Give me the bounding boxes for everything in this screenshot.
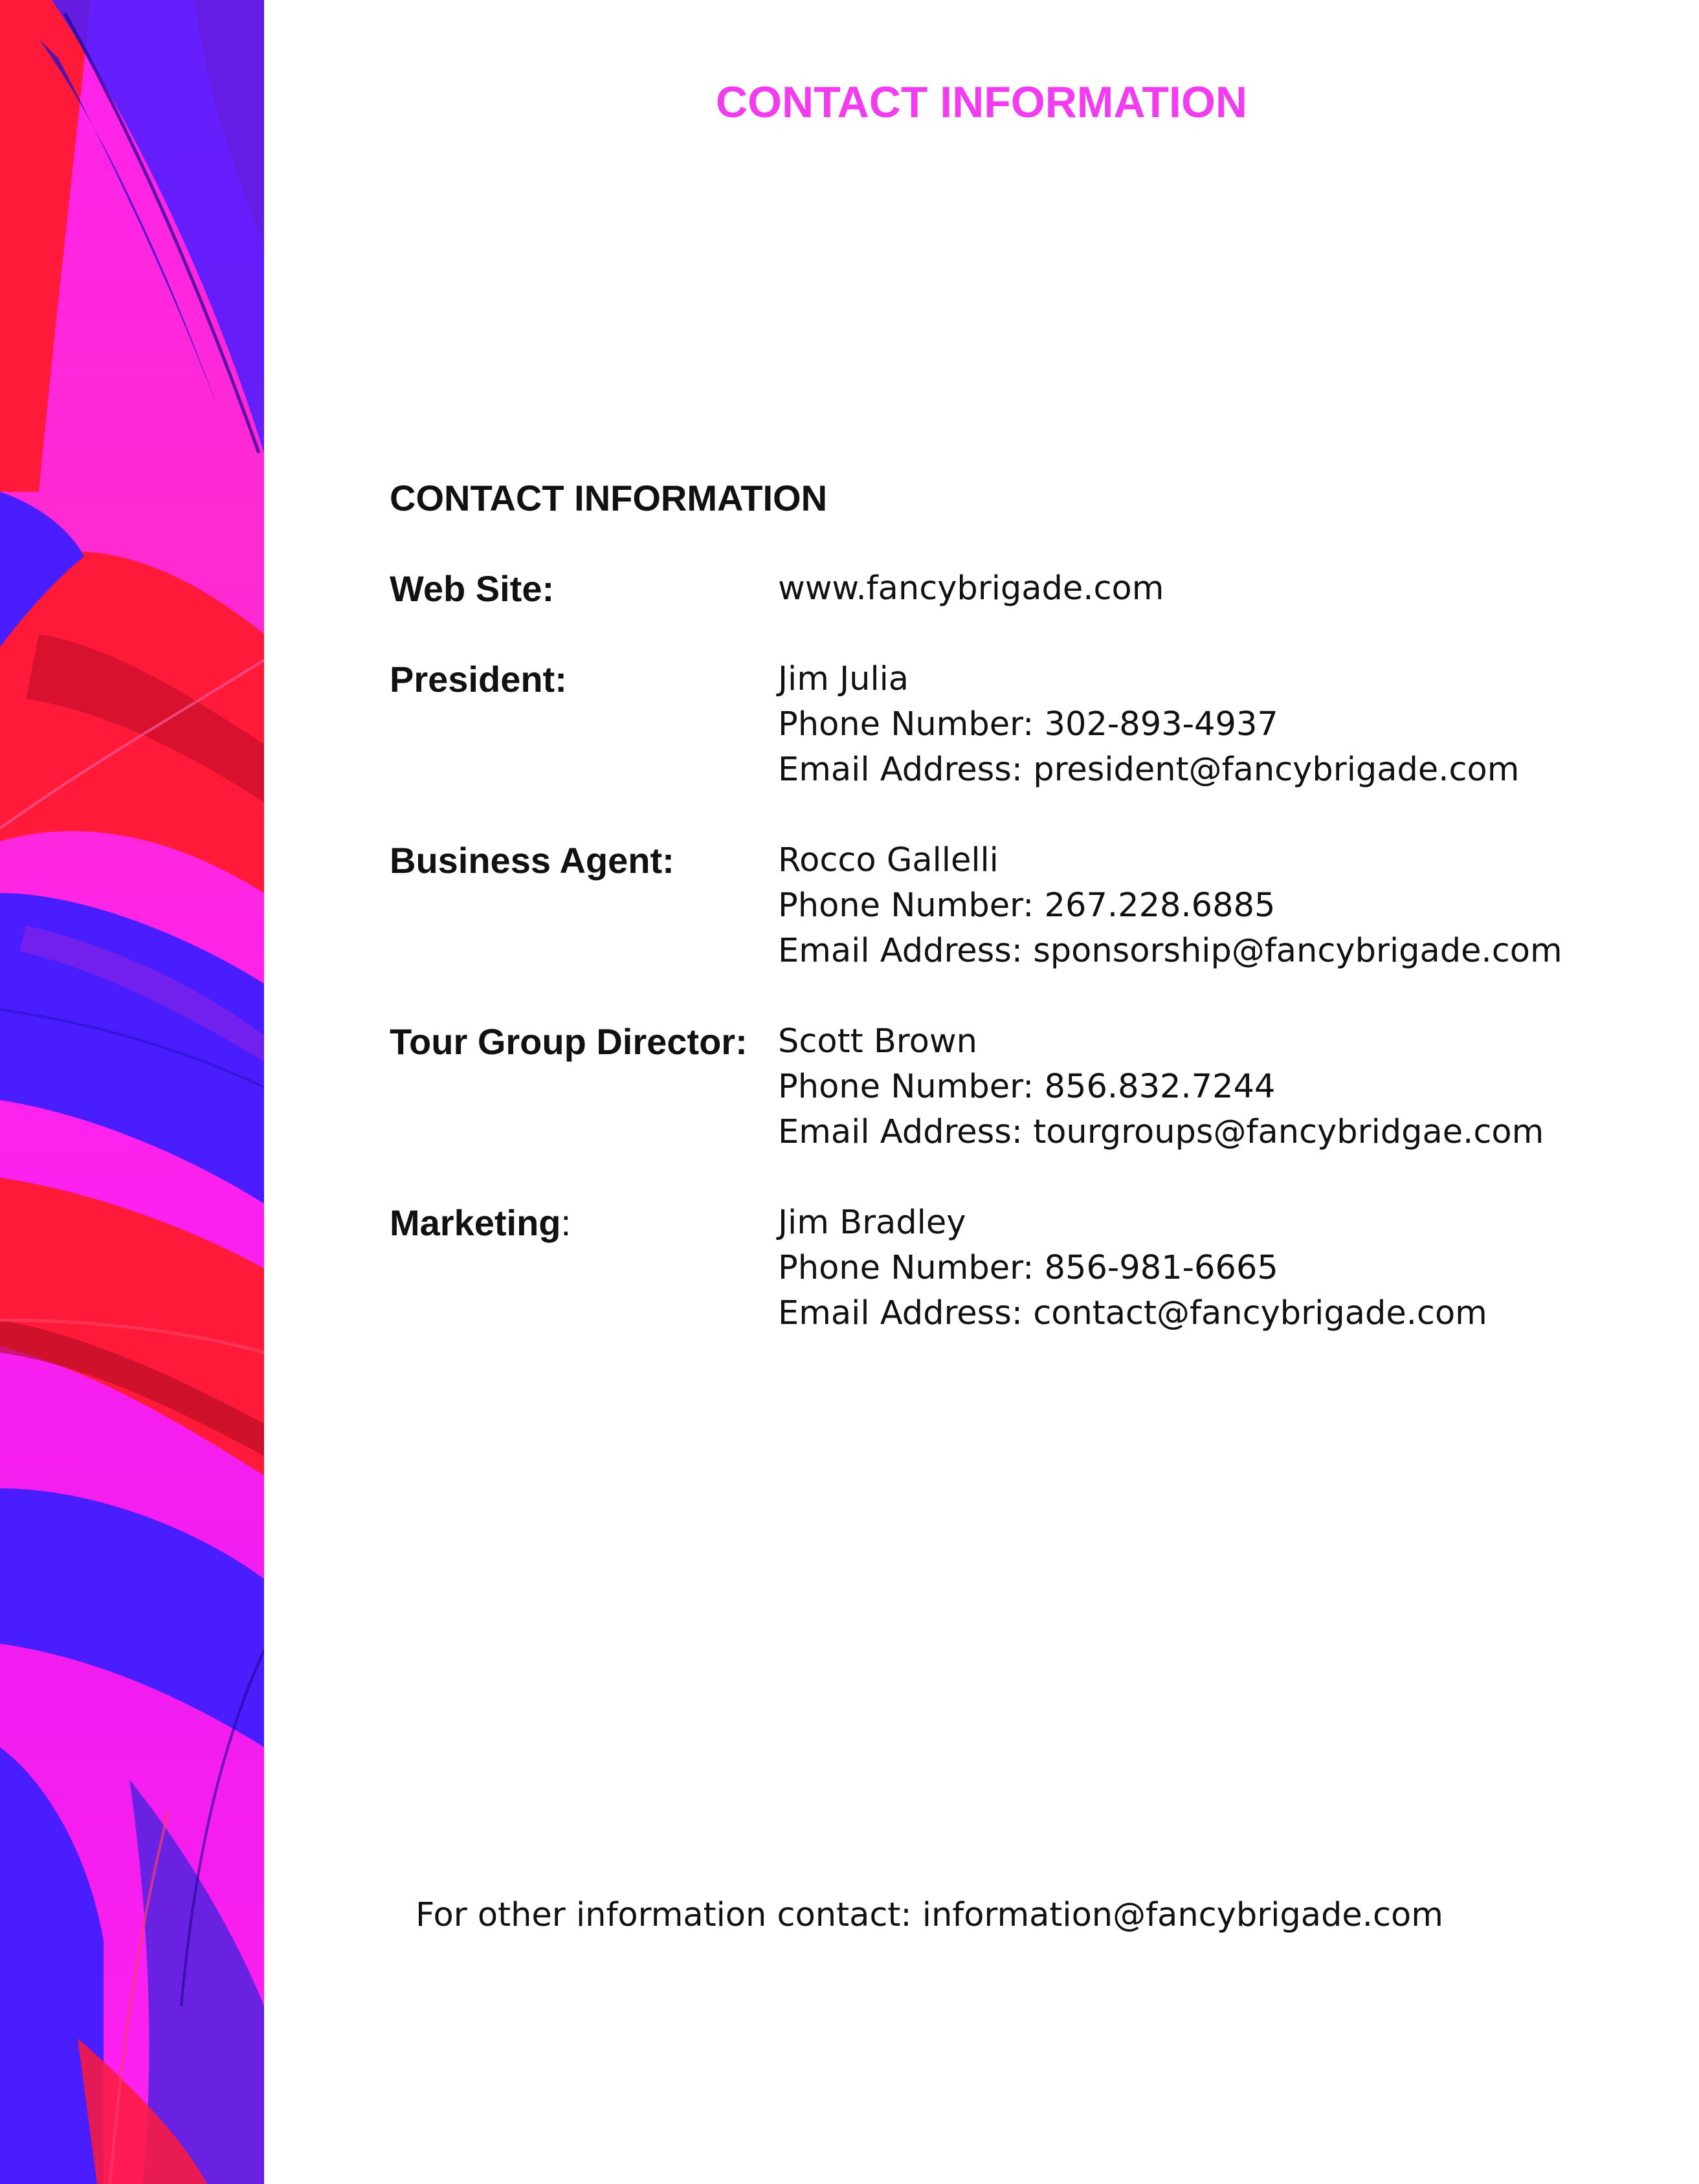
contact-label: Business Agent: — [390, 840, 674, 881]
feather-decoration-strip — [0, 0, 264, 2184]
contact-phone: Phone Number: 267.228.6885 — [778, 887, 1276, 925]
page-title: CONTACT INFORMATION — [716, 78, 1247, 127]
website-url[interactable]: www.fancybrigade.com — [778, 569, 1164, 608]
contact-name: Scott Brown — [778, 1022, 977, 1061]
contact-phone: Phone Number: 856.832.7244 — [778, 1068, 1276, 1106]
contact-label: President: — [390, 659, 567, 700]
contact-values — [778, 1019, 1544, 1155]
feather-collage-image — [0, 0, 264, 2184]
contact-values — [778, 838, 1562, 974]
contact-label: Web Site: — [390, 568, 555, 609]
contact-label-colon: : — [561, 1202, 572, 1243]
contact-name: Jim Julia — [778, 660, 909, 698]
footer-note: For other information contact: information@fancybrigade.com — [416, 1896, 1443, 1934]
contact-values — [778, 566, 1164, 612]
contact-name: Rocco Gallelli — [778, 841, 999, 879]
contact-email[interactable]: Email Address: tourgroups@fancybridgae.com — [778, 1113, 1544, 1151]
contact-phone: Phone Number: 302-893-4937 — [778, 705, 1278, 744]
contact-phone: Phone Number: 856-981-6665 — [778, 1249, 1278, 1287]
contact-values — [778, 1200, 1487, 1336]
contact-email[interactable]: Email Address: president@fancybrigade.com — [778, 751, 1520, 789]
contact-label — [390, 1200, 571, 1246]
contact-email[interactable]: Email Address: sponsorship@fancybrigade.com — [778, 932, 1562, 970]
contact-email[interactable]: Email Address: contact@fancybrigade.com — [778, 1294, 1487, 1332]
contact-values — [778, 657, 1519, 793]
contact-name: Jim Bradley — [778, 1204, 966, 1242]
section-heading: CONTACT INFORMATION — [390, 478, 828, 518]
contact-label-text: Marketing — [390, 1202, 561, 1243]
contact-label: Tour Group Director: — [390, 1021, 748, 1062]
